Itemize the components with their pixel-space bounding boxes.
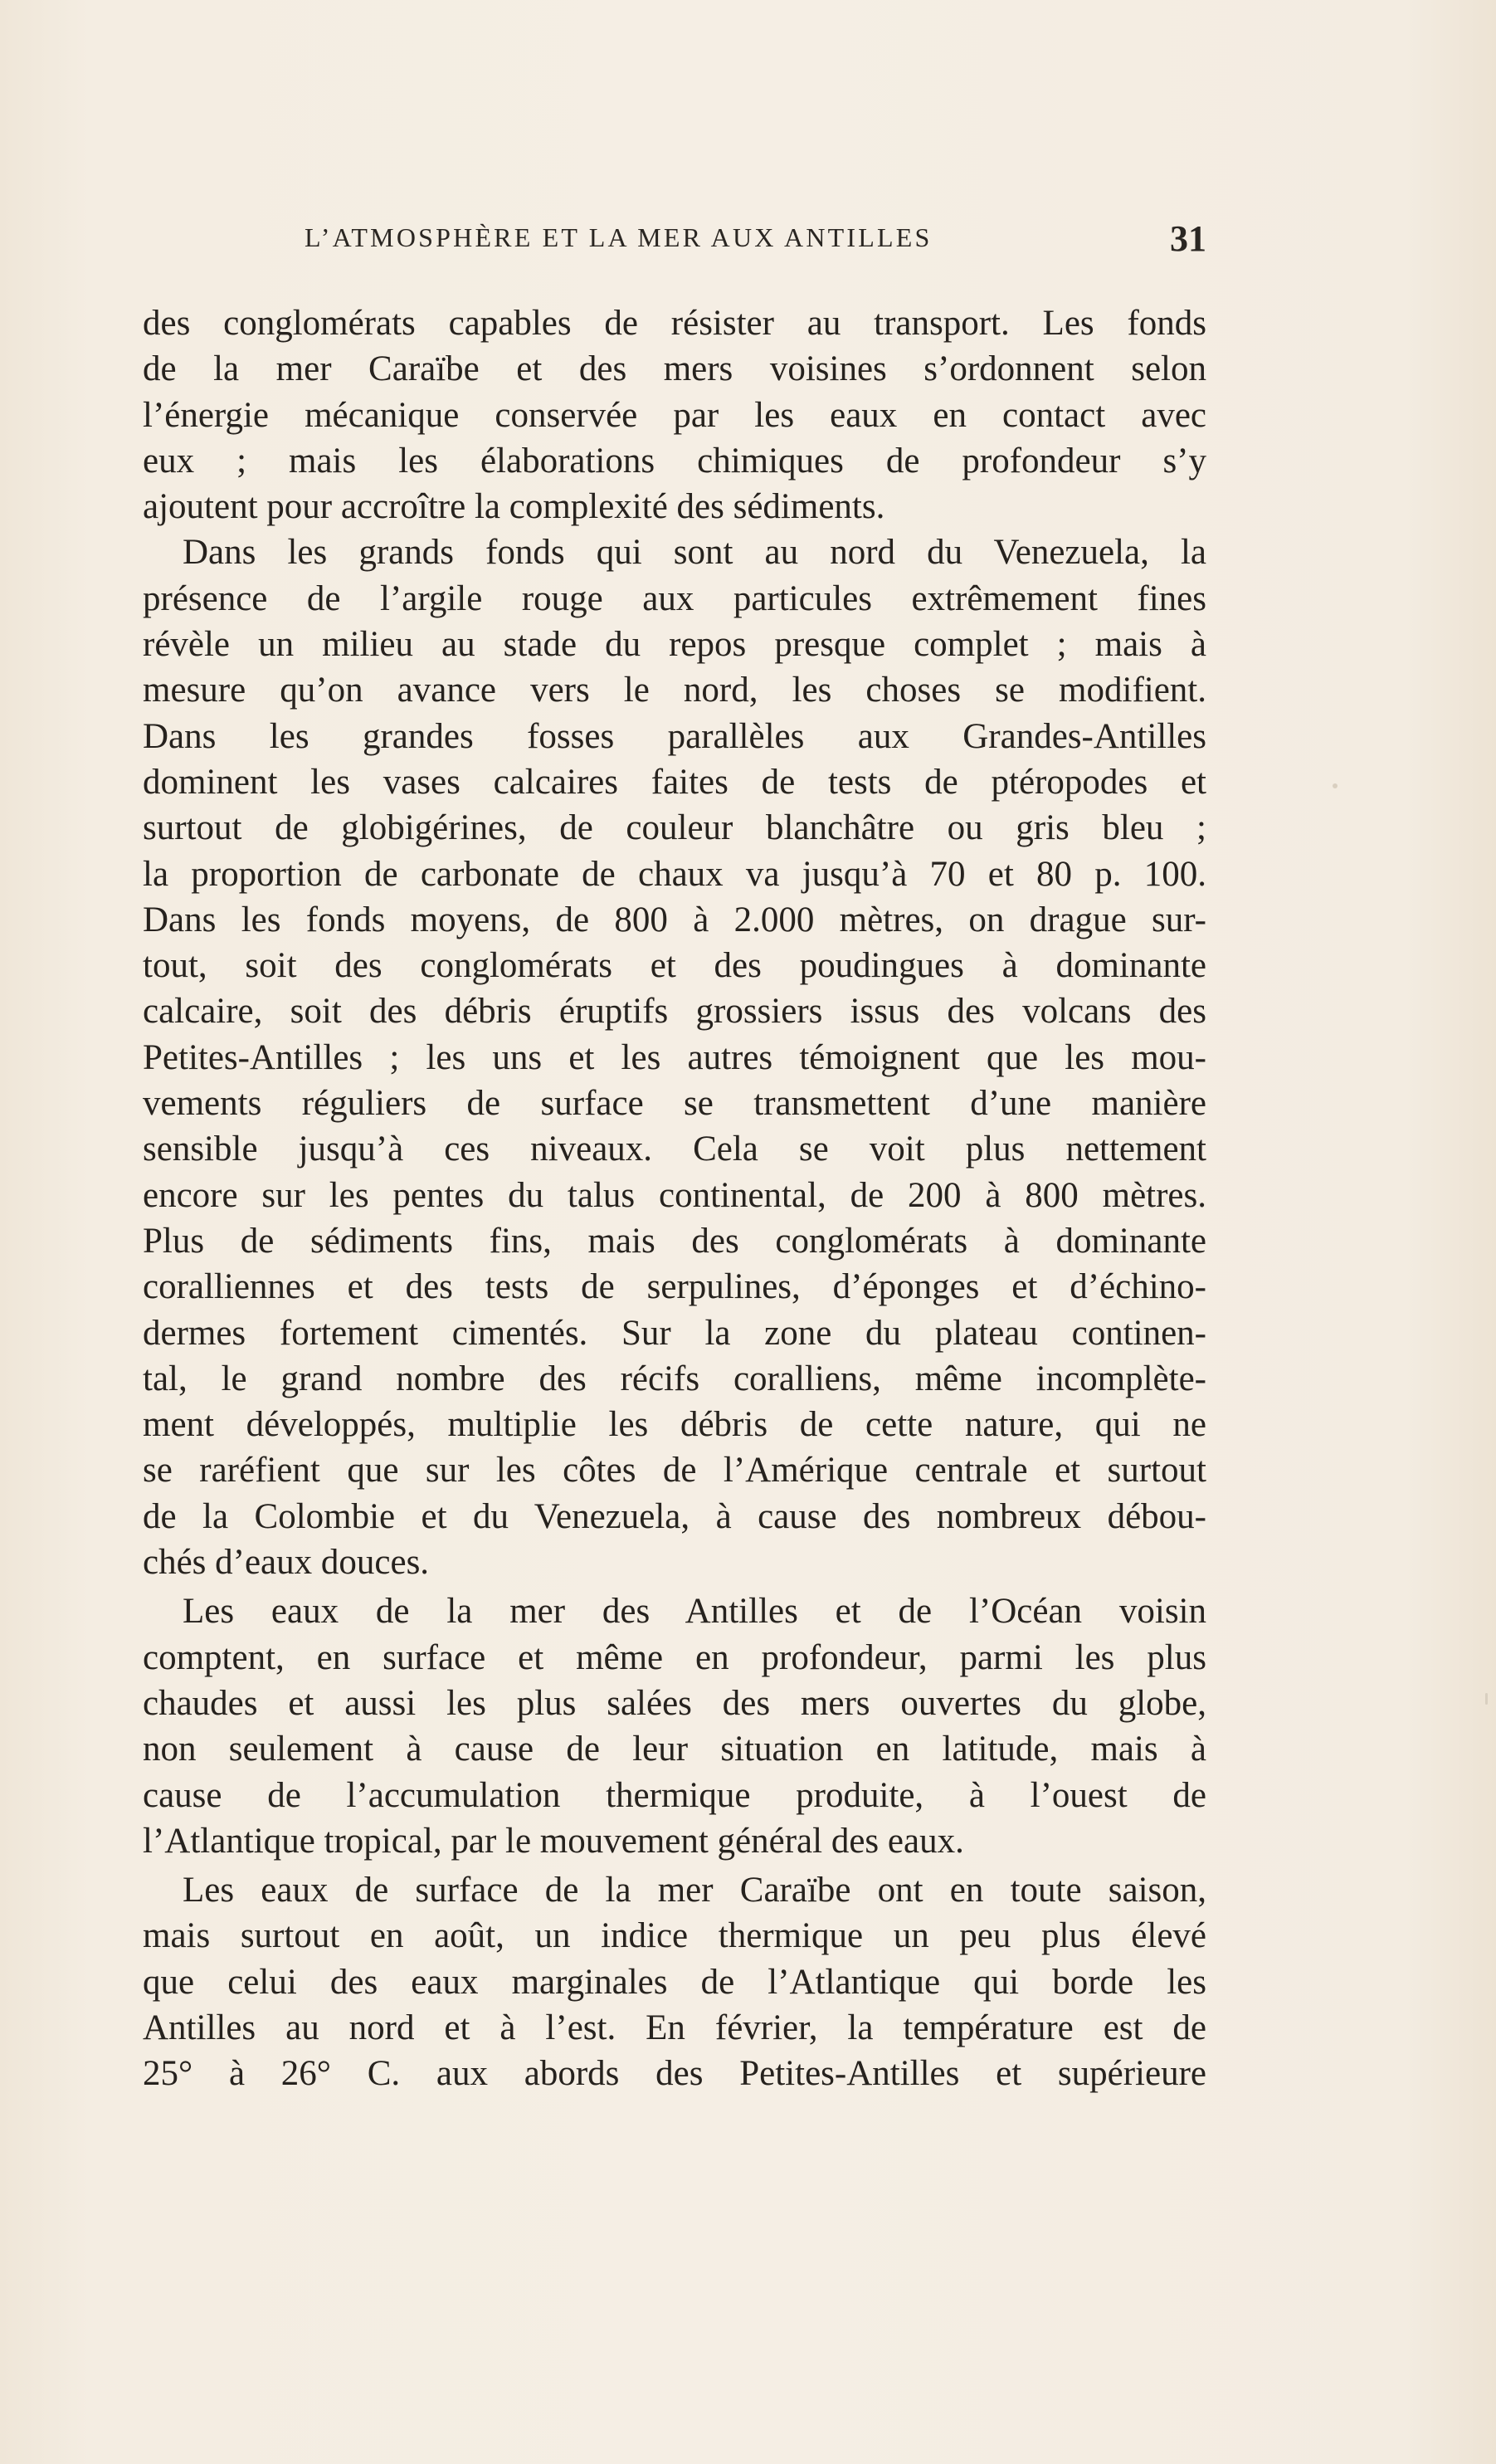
text-line: 25° à 26° C. aux abords des Petites-Antilles et supérieure [143,2054,1206,2094]
text-line: eux ; mais les élaborations chimiques de profondeur s’y [143,441,1206,481]
text-line: ajoutent pour accroître la complexité des sédiments. [143,487,885,527]
paper-speck [1333,783,1338,788]
text-line: comptent, en surface et même en profondeur, parmi les plus [143,1637,1206,1677]
text-line: Dans les fonds moyens, de 800 à 2.000 mètres, on drague sur- [143,900,1206,939]
text-line: Plus de sédiments fins, mais des conglomérats à dominante [143,1221,1206,1261]
paper-speck [1485,1693,1488,1705]
text-line: de la Colombie et du Venezuela, à cause des nombreux débou- [143,1496,1206,1536]
text-line: chaudes et aussi les plus salées des mers ouvertes du globe, [143,1683,1206,1723]
paragraph [143,529,1206,1585]
text-line: Dans les grands fonds qui sont au nord du Venezuela, la [183,533,1206,573]
text-line: l’énergie mécanique conservée par les eaux en contact avec [143,395,1206,435]
text-line: cause de l’accumulation thermique produite, à l’ouest de [143,1775,1206,1815]
text-line: révèle un milieu au stade du repos presque complet ; mais à [143,625,1206,665]
text-line: dermes fortement cimentés. Sur la zone du plateau continen- [143,1313,1206,1353]
text-line: chés d’eaux douces. [143,1543,430,1583]
text-line: Antilles au nord et à l’est. En février, la température est de [143,2008,1206,2047]
text-line: la proportion de carbonate de chaux va jusqu’à 70 et 80 p. 100. [143,854,1206,894]
paragraph [143,1588,1206,1864]
text-line: de la mer Caraïbe et des mers voisines s’ordonnent selon [143,349,1206,389]
text-line: se raréfient que sur les côtes de l’Amérique centrale et surtout [143,1451,1206,1491]
running-head: L’ATMOSPHÈRE ET LA MER AUX ANTILLES [305,222,933,252]
body-text [143,300,1206,2097]
text-line: des conglomérats capables de résister au transport. Les fonds [143,304,1206,343]
paragraph [143,1867,1206,2096]
text-line: Les eaux de la mer des Antilles et de l’Océan voisin [183,1592,1206,1632]
text-line: que celui des eaux marginales de l’Atlantique qui borde les [143,1962,1206,2002]
text-line: tout, soit des conglomérats et des poudingues à dominante [143,946,1206,986]
text-line: non seulement à cause de leur situation en latitude, mais à [143,1730,1206,1769]
text-line: Petites-Antilles ; les uns et les autres témoignent que les mou- [143,1037,1206,1077]
text-line: mesure qu’on avance vers le nord, les choses se modifient. [143,671,1206,710]
text-line: calcaire, soit des débris éruptifs grossiers issus des volcans des [143,992,1206,1032]
text-line: surtout de globigérines, de couleur blanchâtre ou gris bleu ; [143,808,1206,848]
page-header [143,218,1206,264]
text-line: encore sur les pentes du talus continental, de 200 à 800 mètres. [143,1175,1206,1215]
text-line: l’Atlantique tropical, par le mouvement général des eaux. [143,1821,964,1861]
text-line: sensible jusqu’à ces niveaux. Cela se voit plus nettement [143,1130,1206,1169]
text-line: présence de l’argile rouge aux particules extrêmement fines [143,578,1206,618]
text-line: ment développés, multiplie les débris de cette nature, qui ne [143,1405,1206,1445]
text-line: coralliennes et des tests de serpulines, d’éponges et d’échino- [143,1267,1206,1307]
text-line: Les eaux de surface de la mer Caraïbe ont en toute saison, [183,1871,1206,1910]
page-number: 31 [1170,218,1206,259]
text-line: tal, le grand nombre des récifs coralliens, même incomplète- [143,1359,1206,1398]
text-line: vements réguliers de surface se transmettent d’une manière [143,1084,1206,1124]
text-line: Dans les grandes fosses parallèles aux Grandes-Antilles [143,716,1206,756]
text-line: dominent les vases calcaires faites de tests de ptéropodes et [143,762,1206,802]
paragraph [143,300,1206,529]
text-line: mais surtout en août, un indice thermique un peu plus élevé [143,1916,1206,1956]
